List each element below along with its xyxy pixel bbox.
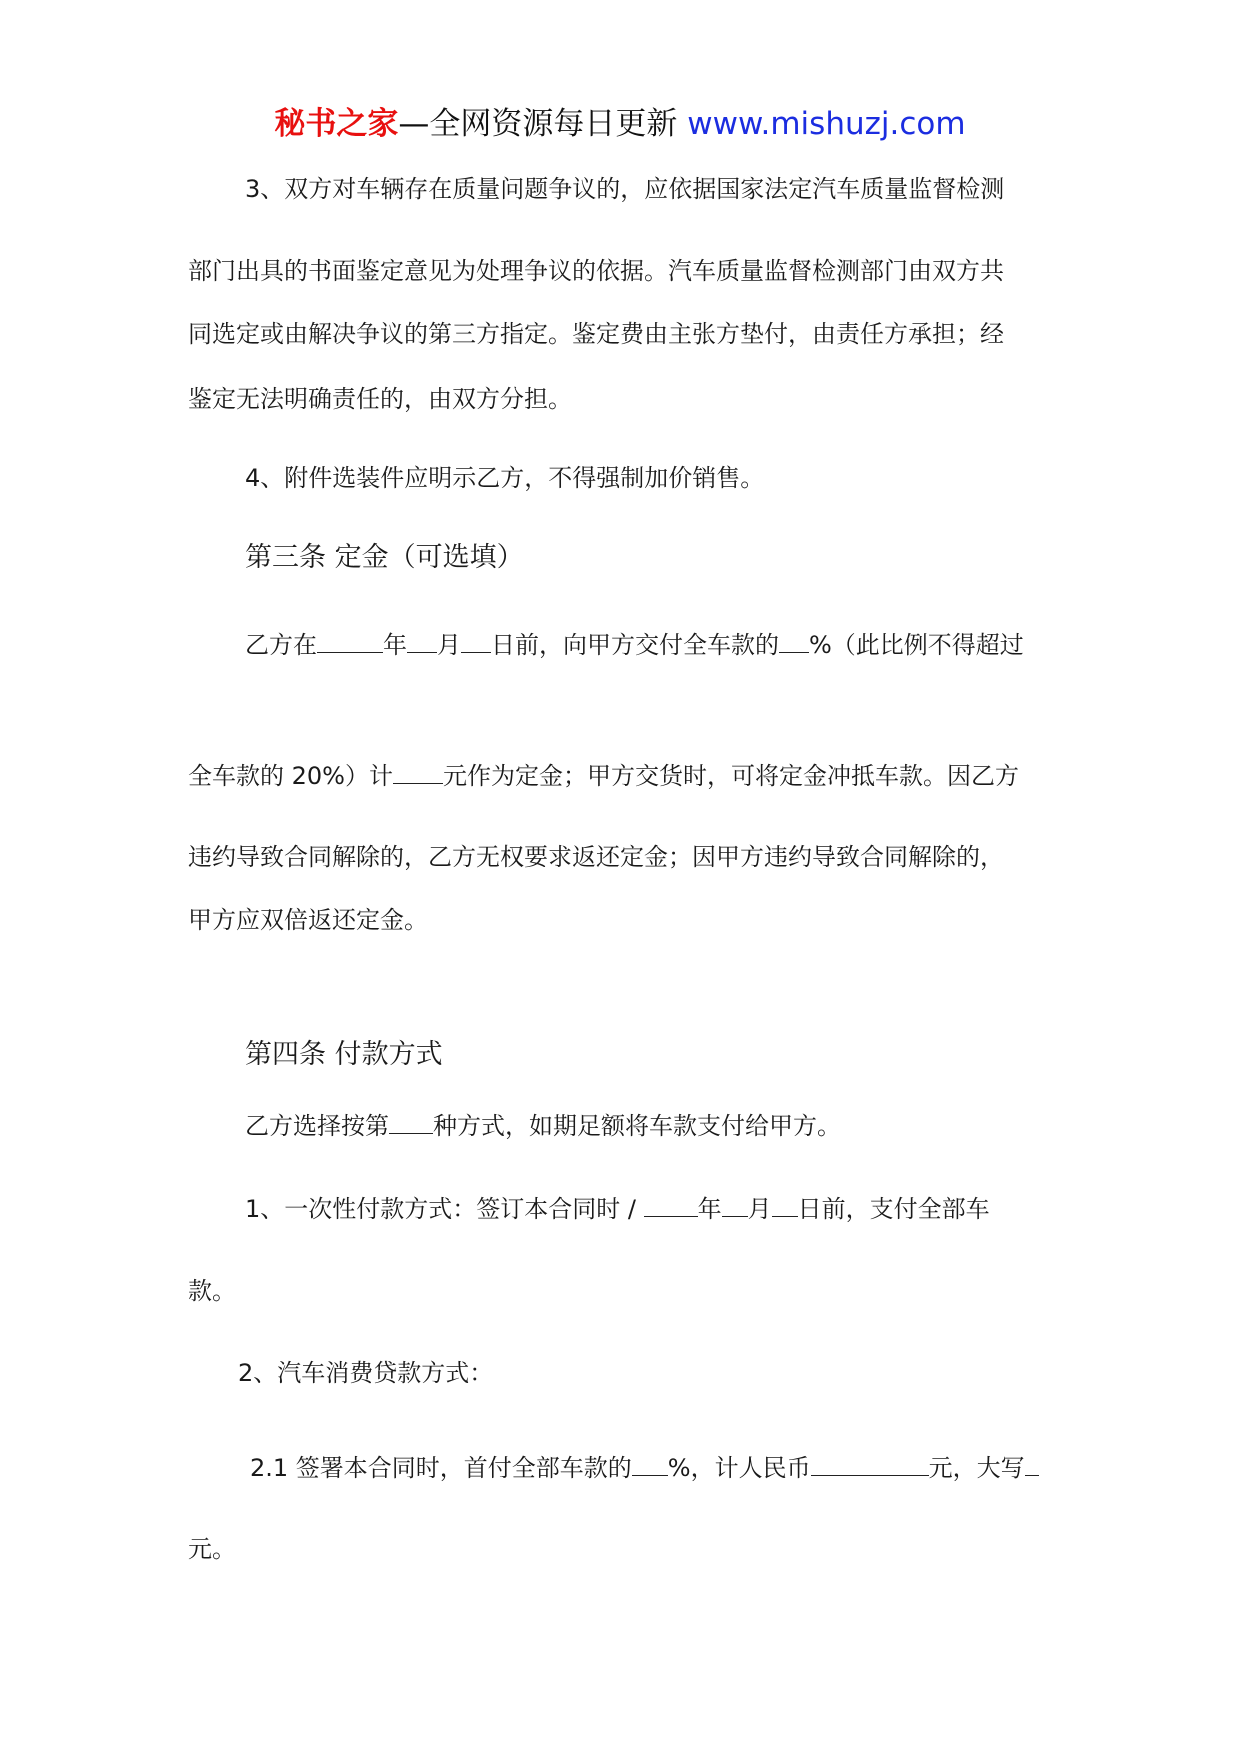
- day-blank: [461, 630, 491, 653]
- clause-3-line-2: 部门出具的书面鉴定意见为处理争议的依据。汽车质量监督检测部门由双方共: [188, 257, 1004, 285]
- deposit-text-d: 日前，向甲方交付全车款的: [491, 631, 779, 659]
- loan-text-a: 2.1 签署本合同时，首付全部车款的: [250, 1454, 632, 1482]
- deposit-text-e: %（此比例不得超过: [809, 631, 1024, 659]
- payment-text-b: 种方式，如期足额将车款支付给甲方。: [433, 1112, 841, 1140]
- deposit-text-f: 全车款的 20%）计: [188, 762, 393, 790]
- clause-3-line-1: 3、双方对车辆存在质量问题争议的，应依据国家法定汽车质量监督检测: [245, 175, 1005, 203]
- method-blank: [389, 1111, 433, 1134]
- deposit-line-1: [245, 630, 1024, 660]
- deposit-text-g: 元作为定金；甲方交货时，可将定金冲抵车款。因乙方: [442, 762, 1019, 790]
- brand-name: 秘书之家: [274, 106, 399, 142]
- deposit-line-3: 违约导致合同解除的，乙方无权要求返还定金；因甲方违约导致合同解除的，: [188, 843, 1004, 871]
- lump-sum-line-1: [245, 1194, 990, 1224]
- amount-blank: [393, 761, 443, 784]
- banner-tagline: —全网资源每日更新: [398, 106, 678, 142]
- site-banner: [0, 104, 1240, 144]
- loan-amount-blank: [811, 1453, 929, 1476]
- deposit-text-b: 年: [383, 631, 407, 659]
- lump-text-c: 月: [747, 1195, 772, 1223]
- clause-3-line-3: 同选定或由解决争议的第三方指定。鉴定费由主张方垫付，由责任方承担；经: [188, 320, 1004, 348]
- payment-choice-line: [245, 1111, 841, 1141]
- lump-month-blank: [722, 1194, 748, 1217]
- loan-words-blank: [1025, 1453, 1039, 1476]
- deposit-text-a: 乙方在: [245, 631, 317, 659]
- loan-line-2: 元。: [188, 1535, 236, 1563]
- site-url: www.mishuzj.com: [687, 106, 966, 142]
- percent-blank: [779, 630, 809, 653]
- deposit-line-4: 甲方应双倍返还定金。: [188, 906, 428, 934]
- loan-down-payment-line: [250, 1453, 1039, 1483]
- loan-percent-blank: [632, 1453, 668, 1476]
- lump-text-b: 年: [697, 1195, 722, 1223]
- clause-4-line: 4、附件选装件应明示乙方，不得强制加价销售。: [245, 464, 765, 492]
- deposit-text-c: 月: [437, 631, 461, 659]
- month-blank: [407, 630, 437, 653]
- article-4-heading: 第四条 付款方式: [245, 1039, 443, 1070]
- deposit-line-2: [188, 761, 1019, 791]
- lump-text-d: 日前，支付全部车: [797, 1195, 990, 1223]
- loan-heading-line: 2、汽车消费贷款方式：: [238, 1359, 494, 1387]
- lump-year-blank: [644, 1194, 698, 1217]
- lump-day-blank: [772, 1194, 798, 1217]
- article-3-heading: 第三条 定金（可选填）: [245, 542, 524, 573]
- year-blank: [317, 630, 383, 653]
- clause-3-line-4: 鉴定无法明确责任的，由双方分担。: [188, 385, 572, 413]
- payment-text-a: 乙方选择按第: [245, 1112, 389, 1140]
- loan-text-c: 元，大写: [928, 1454, 1025, 1482]
- lump-sum-line-2: 款。: [188, 1277, 236, 1305]
- loan-text-b: %，计人民币: [667, 1454, 811, 1482]
- lump-text-a: 1、一次性付款方式：签订本合同时 /: [245, 1195, 636, 1223]
